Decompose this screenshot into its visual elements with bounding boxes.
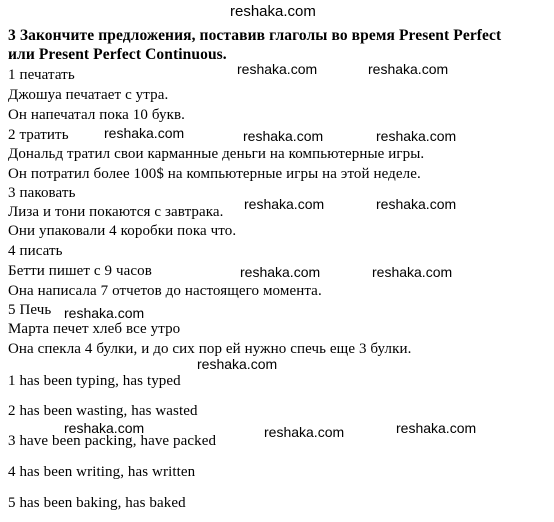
watermark: reshaka.com xyxy=(376,196,457,212)
item-sentence: Дональд тратил свои карманные деньги на компьютерные игры. xyxy=(8,146,425,162)
item-sentence: Она спекла 4 булки, и до сих пор ей нужно спечь еще 3 булки. xyxy=(8,341,412,357)
watermark: reshaka.com xyxy=(230,3,316,20)
watermark: reshaka.com xyxy=(244,196,325,212)
watermark: reshaka.com xyxy=(264,424,345,440)
watermark: reshaka.com xyxy=(240,264,321,280)
item-header: 2 тратить xyxy=(8,127,69,143)
item-sentence: Бетти пишет с 9 часов xyxy=(8,263,152,279)
watermark: reshaka.com xyxy=(197,356,278,372)
watermark: reshaka.com xyxy=(372,264,453,280)
answer-line: 3 have been packing, have packed xyxy=(8,433,217,449)
answer-line: 5 has been baking, has baked xyxy=(8,495,186,511)
watermark: reshaka.com xyxy=(368,61,449,77)
item-header: 1 печатать xyxy=(8,67,75,83)
item-sentence: Лиза и тони покаются с завтрака. xyxy=(8,204,224,220)
item-sentence: Он потратил более 100$ на компьютерные игры на этой неделе. xyxy=(8,166,421,182)
answer-line: 2 has been wasting, has wasted xyxy=(8,403,198,419)
item-header: 3 паковать xyxy=(8,185,76,201)
watermark: reshaka.com xyxy=(64,305,145,321)
item-header: 5 Печь xyxy=(8,302,52,318)
answer-line: 1 has been typing, has typed xyxy=(8,373,181,389)
item-sentence: Марта печет хлеб все утро xyxy=(8,321,181,337)
task-title-line-2: или Present Perfect Continuous. xyxy=(8,46,227,63)
watermark: reshaka.com xyxy=(396,420,477,436)
item-sentence: Она написала 7 отчетов до настоящего момента. xyxy=(8,283,322,299)
watermark: reshaka.com xyxy=(104,125,185,141)
task-title-line-1: 3 Закончите предложения, поставив глаголы во время Present Perfect xyxy=(8,27,502,44)
watermark: reshaka.com xyxy=(64,420,145,436)
watermark: reshaka.com xyxy=(376,128,457,144)
answer-line: 4 has been writing, has written xyxy=(8,464,196,480)
item-header: 4 писать xyxy=(8,243,63,259)
watermark: reshaka.com xyxy=(237,61,318,77)
item-sentence: Джошуа печатает с утра. xyxy=(8,87,169,103)
watermark: reshaka.com xyxy=(243,128,324,144)
item-sentence: Он напечатал пока 10 букв. xyxy=(8,107,186,123)
item-sentence: Они упаковали 4 коробки пока что. xyxy=(8,223,237,239)
